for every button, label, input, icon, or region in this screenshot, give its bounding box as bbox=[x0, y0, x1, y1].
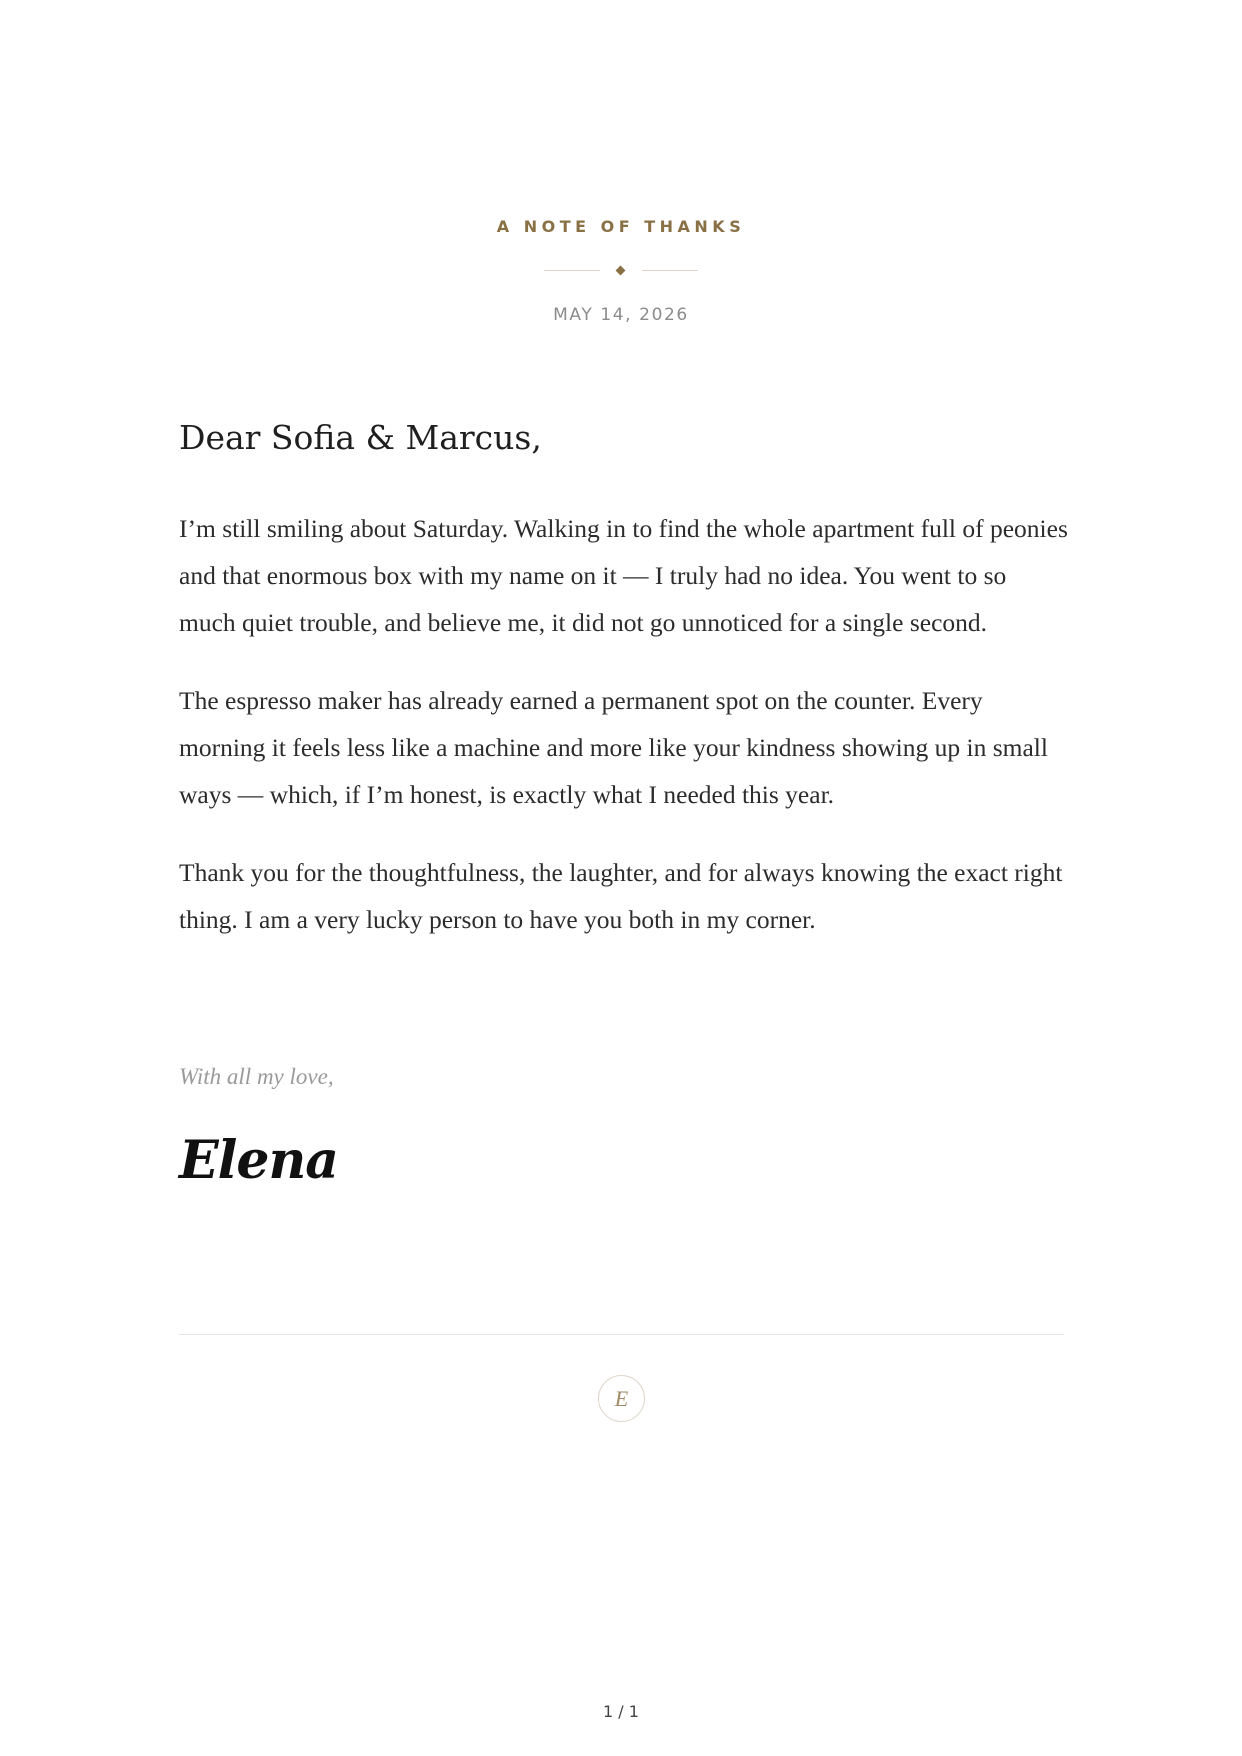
letter-paragraph-2: The espresso maker has already earned a permanent spot on the counter. Every morning it feels less like a machine and more like your kindness showing up in small ways — which, if I’m honest, is exactly what I needed this year. bbox=[179, 686, 1048, 809]
footer-divider bbox=[179, 1334, 1064, 1335]
ornament-line-right bbox=[642, 270, 698, 271]
diamond-icon bbox=[616, 266, 626, 276]
monogram-letter: E bbox=[614, 1385, 629, 1411]
letter-paragraph-1: I’m still smiling about Saturday. Walking in to find the whole apartment full of peonies and that enormous box with my name on it — I truly had no idea. You went to so much quiet trouble, and believe me, it did not go unnoticed for a single second. bbox=[179, 514, 1068, 637]
letter-date: MAY 14, 2026 bbox=[553, 305, 689, 325]
page-number: 1 / 1 bbox=[603, 1702, 639, 1721]
letter-body bbox=[179, 505, 1069, 974]
header-ornament bbox=[0, 263, 1242, 279]
letter-signature: Elena bbox=[179, 1130, 338, 1191]
letter-eyebrow: A NOTE OF THANKS bbox=[496, 217, 746, 236]
monogram-badge bbox=[598, 1375, 645, 1422]
letter-salutation: Dear Sofia & Marcus, bbox=[179, 418, 542, 457]
letter-closing: With all my love, bbox=[179, 1064, 334, 1089]
ornament-line-left bbox=[544, 270, 600, 271]
letter-paragraph-3: Thank you for the thoughtfulness, the laughter, and for always knowing the exact right thing. I am a very lucky person to have you both in my corner. bbox=[179, 858, 1063, 934]
